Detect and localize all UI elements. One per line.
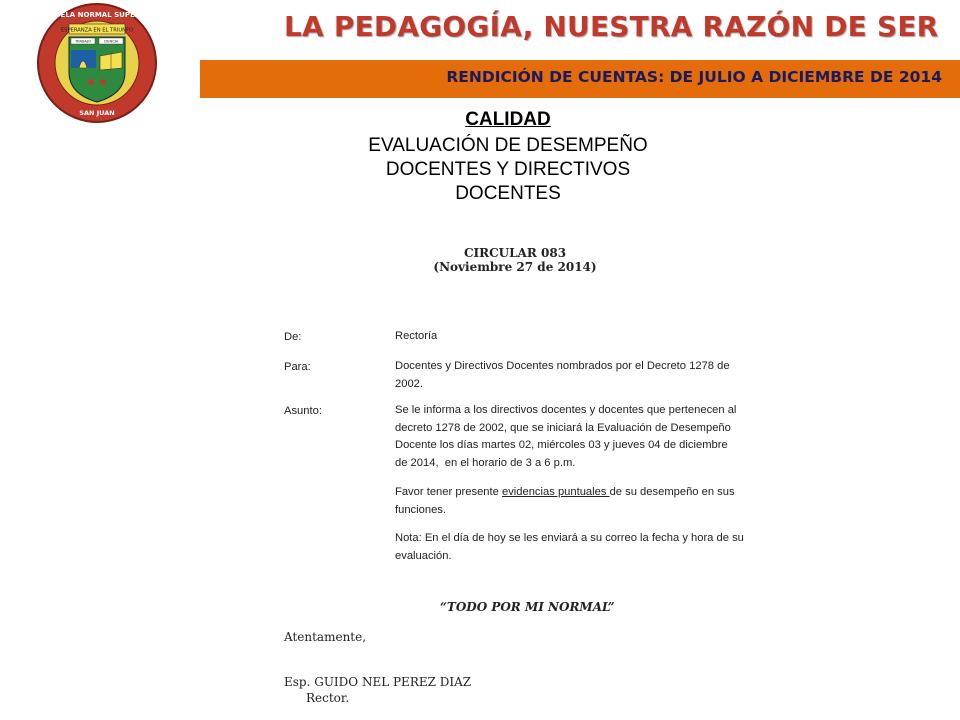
para-line: 2002. bbox=[395, 377, 423, 390]
favor-line: funciones. bbox=[395, 503, 446, 516]
asunto-line: Se le informa a los directivos docentes y docentes que pertenecen al bbox=[395, 404, 737, 416]
asunto-line: Docente los días martes 02, miércoles 03 y jueves 04 de diciembre bbox=[395, 439, 728, 451]
de-label: De: bbox=[284, 331, 302, 343]
closing: Atentamente, bbox=[284, 630, 367, 644]
logo-banner-text: ESPERANZA EN EL TRIUNFO bbox=[60, 27, 134, 34]
nota-line: Nota: En el día de hoy se les enviará a su correo la fecha y hora de su bbox=[395, 532, 744, 544]
section-title: CALIDAD bbox=[465, 109, 551, 130]
section-line: DOCENTES Y DIRECTIVOS bbox=[385, 159, 631, 180]
nota-paragraph bbox=[395, 530, 753, 565]
logo-bottom-text: SAN JUAN bbox=[79, 109, 115, 117]
para-label: Para: bbox=[284, 361, 311, 373]
asunto-line: de 2014, en el horario de 3 a 6 p.m. bbox=[395, 456, 576, 469]
main-title: LA PEDAGOGÍA, NUESTRA RAZÓN DE SER bbox=[284, 10, 939, 43]
de-value: Rectoría bbox=[395, 330, 438, 342]
subtitle: RENDICIÓN DE CUENTAS: DE JULIO A DICIEMBRE DE 2014 bbox=[446, 68, 942, 86]
section-line: DOCENTES bbox=[455, 183, 561, 204]
section-line: EVALUACIÓN DE DESEMPEÑO bbox=[368, 135, 648, 156]
circular-header bbox=[400, 246, 630, 274]
logo-top-text: ESCUELA NORMAL SUPERIOR bbox=[39, 11, 155, 19]
circular-date: (Noviembre 27 de 2014) bbox=[433, 260, 597, 274]
favor-paragraph bbox=[395, 484, 753, 519]
signer-name: Esp. GUIDO NEL PEREZ DIAZ bbox=[284, 675, 472, 689]
para-value bbox=[395, 358, 753, 393]
circular-number: CIRCULAR 083 bbox=[463, 246, 567, 260]
logo-right-label: CIENCIA bbox=[103, 39, 119, 44]
logo-left-label: TRABAJO bbox=[75, 39, 91, 44]
signer-role: Rector. bbox=[306, 691, 350, 705]
para-line: Docentes y Directivos Docentes nombrados por el Decreto 1278 de bbox=[395, 360, 730, 372]
asunto-label: Asunto: bbox=[284, 405, 322, 417]
favor-line bbox=[395, 484, 753, 502]
favor-text-end: de su desempeño en sus bbox=[609, 486, 735, 498]
asunto-value bbox=[395, 402, 753, 472]
nota-line: evaluación. bbox=[395, 549, 452, 562]
signature-block bbox=[284, 674, 471, 706]
favor-text: Favor tener presente bbox=[395, 486, 502, 498]
asunto-line: decreto 1278 de 2002, que se iniciará la Evaluación de Desempeño bbox=[395, 421, 731, 434]
motto: “TODO POR MI NORMAL” bbox=[440, 600, 615, 614]
favor-emphasis: evidencias puntuales bbox=[501, 486, 610, 498]
